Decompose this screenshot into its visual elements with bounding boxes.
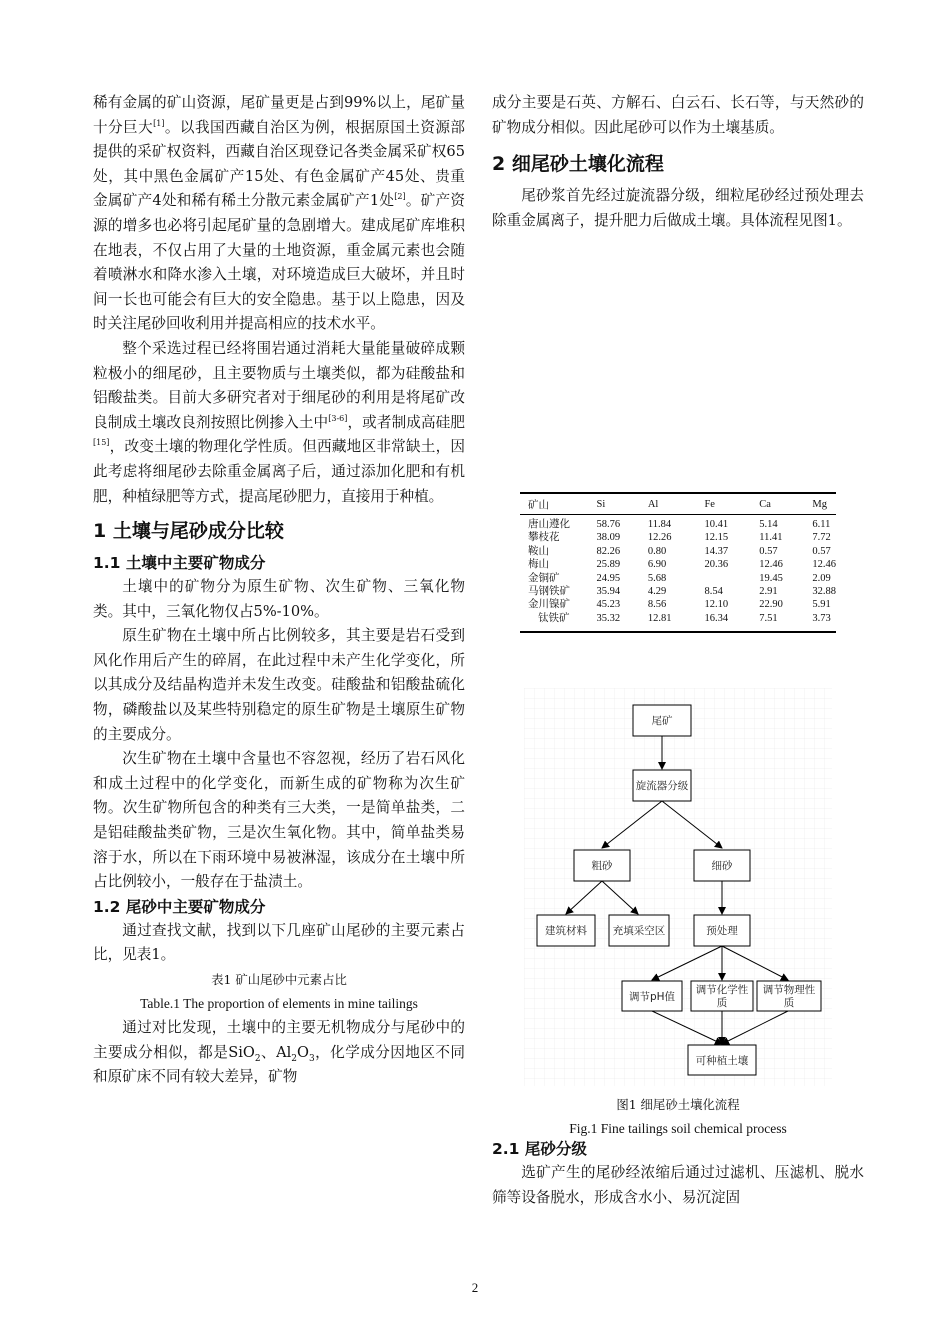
table-row: [520, 598, 836, 611]
table-cell: 12.81: [647, 612, 672, 624]
flowchart-svg: [524, 688, 832, 1086]
table-cell: 82.26: [596, 545, 621, 557]
table-cell: 12.26: [647, 532, 672, 544]
table-cell: 35.94: [596, 586, 621, 598]
flowchart-label: 尾矿: [651, 715, 673, 727]
table-cell: 19.45: [759, 572, 783, 584]
table-cell: 0.57: [812, 545, 831, 557]
flowchart-label: 可种植土壤: [695, 1055, 749, 1067]
table-caption-cn: 表1 矿山尾砂中元素占比: [211, 972, 347, 987]
paragraph-primary-minerals: 原生矿物在土壤中所占比例较多，其主要是岩石受到风化作用后产生的碎屑，在此过程中未产生化学变化，所以其成分及结晶构造并未发生改变。硅酸盐和铝酸盐硫化物，磷酸盐以及某些特别稳定的原生矿物是土壤原生矿物的主要成分。: [93, 627, 465, 743]
table-cell: [696, 572, 751, 585]
table-row: [520, 585, 836, 598]
flowchart-label: 粗砂: [591, 860, 613, 872]
table-header-cell: Si: [596, 499, 606, 510]
table-row: [520, 545, 836, 558]
flowchart-label: 旋流器分级: [635, 780, 689, 792]
table-cell: 3.73: [812, 612, 831, 624]
citation: [3-6]: [328, 413, 348, 423]
table-cell: 梅山: [528, 559, 549, 571]
section-heading-1: 1 土壤与尾砂成分比较: [93, 520, 284, 543]
paragraph-comparison: 通过对比发现，土壤中的主要无机物成分与尾砂中的主要成分相似，都是SiO$_2$、$Al_2O_3$，化学成分因地区不同和原矿床不同有较大差异，矿物: [93, 1019, 465, 1086]
table-cell: 0.80: [647, 545, 667, 557]
paragraph-intro: 稀有金属的矿山资源，尾矿量更是占到99%以上，尾矿量十分巨大[1]。以我国西藏自治区为例，根据原国土资源部提供的采矿权资料，西藏自治区现登记各类金属采矿权65处，其中黑色金属矿产15处、有色金属矿产45处、贵重金属矿产4处和稀有稀土分散元素金属矿产1处[2]。矿产资源的增多也必将引起尾矿量的急剧增大。建成尾矿库堆积在地表，不仅占用了大量的土地资源，重金属元素也会随着喷淋水和降水渗入土壤，对环境造成巨大破坏，并且时间一长也可能会有巨大的安全隐患。基于以上隐患，因及时关注尾砂回收利用并提高相应的技术水平。: [93, 94, 465, 333]
left-column: [93, 91, 465, 1090]
table-row: [520, 612, 836, 632]
table-cell: 38.09: [596, 532, 621, 544]
paragraph-tailings-classification: 选矿产生的尾砂经浓缩后通过过滤机、压滤机、脱水筛等设备脱水，形成含水小、易沉淀固: [492, 1164, 864, 1206]
table-cell: 5.91: [812, 599, 831, 611]
subsection-heading-2-1: 2.1 尾砂分级: [492, 1140, 587, 1158]
table-cell: 12.46: [759, 559, 783, 571]
table-cell: 45.23: [596, 599, 621, 611]
table-cell: 2.91: [759, 586, 778, 598]
citation: [15]: [93, 438, 110, 448]
flowchart-label: 预处理: [706, 925, 738, 937]
table-cell: 鞍山: [528, 545, 549, 557]
flowchart-label: 质: [783, 997, 795, 1009]
table-cell: 7.51: [759, 612, 778, 624]
paragraph-mineral-composition: 成分主要是石英、方解石、白云石、长石等，与天然砂的矿物成分相似。因此尾砂可以作为土壤基质。: [492, 94, 864, 136]
table-cell: 6.11: [812, 519, 831, 530]
table-cell: 24.95: [596, 572, 621, 584]
table-cell: 唐山遵化: [528, 519, 570, 530]
citation: [2]: [394, 192, 406, 202]
figure-caption-block: [492, 1093, 864, 1210]
table-cell: 2.09: [812, 572, 831, 584]
flowchart-label: 充填采空区: [612, 925, 666, 937]
table-cell: 金铜矿: [528, 572, 560, 584]
table-cell: 22.90: [759, 599, 783, 611]
table-cell: 14.37: [704, 545, 729, 557]
table-cell: 35.32: [596, 612, 621, 624]
table-cell: 金川镍矿: [528, 599, 570, 611]
table-caption-en: Table.1 The proportion of elements in mine tailings: [140, 996, 418, 1011]
table-cell: 8.54: [704, 586, 723, 598]
table-cell: 58.76: [596, 519, 621, 530]
table-header-cell: Fe: [704, 499, 715, 510]
table-cell: 马钢铁矿: [528, 586, 570, 598]
paragraph-soil-minerals: 土壤中的矿物分为原生矿物、次生矿物、三氧化物类。其中，三氧化物仅占5%-10%。: [93, 578, 465, 620]
table-header-cell: Ca: [759, 499, 771, 510]
table-cell: 4.29: [647, 586, 667, 598]
table-cell: 12.46: [812, 559, 836, 571]
subsection-heading-1-1: 1.1 土壤中主要矿物成分: [93, 554, 266, 573]
page-number: 2: [471, 1280, 479, 1295]
flowchart-label: 细砂: [711, 860, 733, 872]
table-header-cell: Al: [647, 499, 659, 510]
table-header-cell: 矿山: [528, 500, 549, 511]
table-cell: 32.88: [812, 586, 836, 598]
flowchart-label: 调节化学性: [695, 984, 749, 996]
flowchart-label: 建筑材料: [545, 925, 587, 937]
paragraph-process-intro: 尾砂浆首先经过旋流器分级，细粒尾砂经过预处理去除重金属离子，提升肥力后做成土壤。具体流程见图1。: [492, 187, 864, 229]
flowchart-label: 质: [716, 997, 728, 1009]
paragraph-tailings-minerals: 通过查找文献，找到以下几座矿山尾砂的主要元素占比，见表1。: [93, 921, 465, 964]
paragraph-fine-tailings: 整个采选过程已经将围岩通过消耗大量能量破碎成颗粒极小的细尾砂，且主要物质与土壤类似，都为硅酸盐和铝酸盐类。目前大多研究者对于细尾砂的利用是将尾矿改良制成土壤改良剂按照比例掺入土中[3-6]，或者制成高硅肥[15]，改变土壤的物理化学性质。但西藏地区非常缺土，因此考虑将细尾砂去除重金属离子后，通过添加化肥和有机肥，种植绿肥等方式，提高尾砂肥力，直接用于种植。: [93, 339, 465, 505]
table-cell: 5.14: [759, 519, 778, 530]
table-cell: 钛铁矿: [538, 612, 570, 624]
table-cell: 0.57: [759, 545, 778, 557]
table-cell: 7.72: [812, 532, 831, 544]
table-header-cell: Mg: [812, 499, 827, 510]
table-cell: 10.41: [704, 519, 729, 530]
table-cell: 12.10: [704, 599, 729, 611]
table-cell: 25.89: [596, 559, 621, 571]
flowchart-grid: [524, 688, 832, 1086]
figure-caption-cn: 图1 细尾砂土壤化流程: [616, 1097, 740, 1112]
element-table: [520, 492, 836, 633]
citation: [1]: [153, 118, 165, 128]
figure-caption-en: Fig.1 Fine tailings soil chemical process: [569, 1121, 787, 1136]
flowchart-figure: [524, 688, 832, 1086]
paragraph-secondary-minerals: 次生矿物在土壤中含量也不容忽视，经历了岩石风化和成土过程中的化学变化，而新生成的矿物称为次生矿物。次生矿物所包含的种类有三大类，一是简单盐类，二是铝硅酸盐类矿物，三是次生氧化物。其中，简单盐类易溶于水，所以在下雨环境中易被淋湿，该成分在土壤中所占比例较小，一般存在于盐渍土。: [93, 750, 465, 891]
flowchart-label: 调节物理性: [762, 984, 816, 996]
table-row: [520, 572, 836, 585]
table-cell: 20.36: [704, 559, 729, 571]
table-header-row: [520, 493, 836, 515]
table-row: [520, 558, 836, 571]
table-cell: 11.41: [759, 532, 783, 544]
right-column: [492, 91, 864, 233]
table-row: [520, 515, 836, 532]
table-cell: 6.90: [647, 559, 667, 571]
table-row: [520, 531, 836, 544]
table-cell: 11.84: [647, 519, 672, 530]
section-heading-2: 2 细尾砂土壤化流程: [492, 153, 664, 176]
table-cell: 16.34: [704, 612, 729, 624]
flowchart-label: 调节pH值: [628, 991, 676, 1003]
subsection-heading-1-2: 1.2 尾砂中主要矿物成分: [93, 897, 266, 916]
table-cell: 8.56: [647, 599, 667, 611]
table-cell: 攀枝花: [528, 532, 560, 544]
table-cell: 5.68: [647, 572, 667, 584]
table-cell: 12.15: [704, 532, 729, 544]
